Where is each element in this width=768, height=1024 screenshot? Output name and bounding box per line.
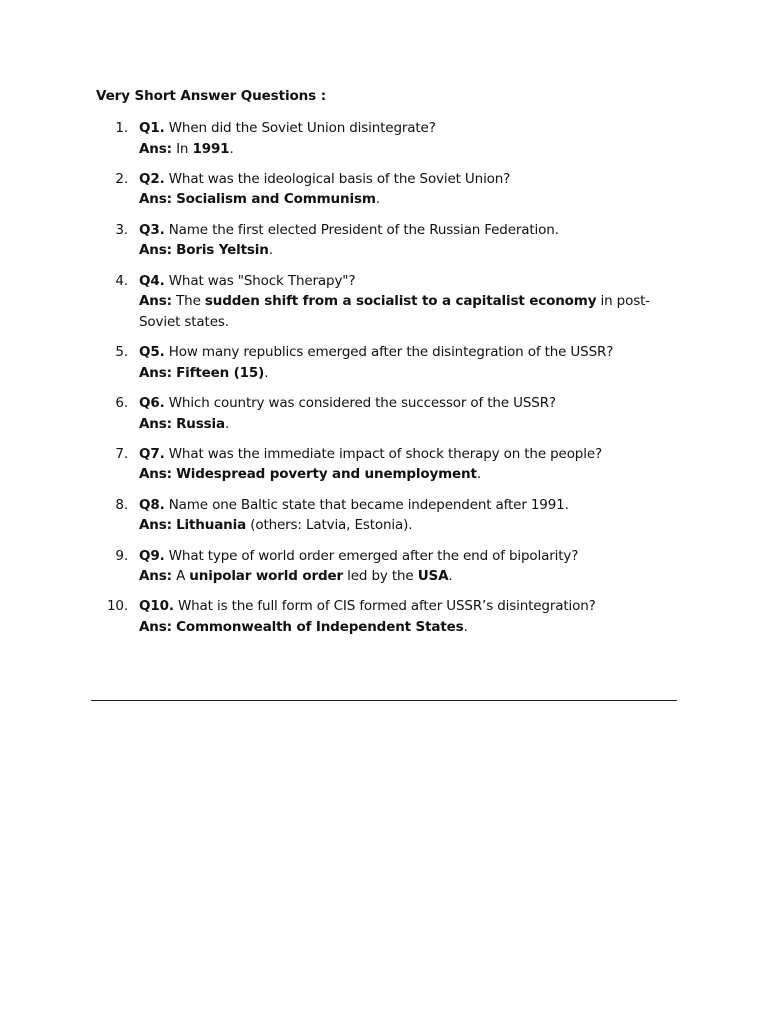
- question-list: [0, 118, 768, 647]
- answer-text-bold: unipolar world order: [189, 568, 343, 585]
- answer-line: [139, 240, 669, 261]
- answer-text: .: [463, 619, 468, 636]
- item-number: 4.: [115, 272, 128, 289]
- question-text: What was "Shock Therapy"?: [168, 272, 356, 289]
- item-number: 8.: [115, 496, 128, 513]
- question-text: Which country was considered the successor of the USSR?: [168, 394, 556, 411]
- answer-line: [139, 291, 669, 332]
- question-label: Q4.: [139, 272, 165, 289]
- qa-body: [139, 271, 669, 333]
- qa-body: [139, 220, 669, 261]
- list-item: [0, 546, 768, 587]
- question-text: What is the full form of CIS formed after USSR’s disintegration?: [177, 598, 596, 615]
- answer-text: .: [224, 415, 230, 432]
- answer-text: .: [229, 140, 234, 157]
- list-item: [0, 169, 768, 210]
- question-label: Q3.: [139, 221, 165, 238]
- question-line: [139, 393, 669, 414]
- qa-body: [139, 118, 669, 159]
- question-text: How many republics emerged after the disintegration of the USSR?: [168, 344, 614, 361]
- question-line: [139, 220, 669, 241]
- answer-label: Ans:: [139, 466, 172, 483]
- question-label: Q8.: [139, 496, 165, 513]
- list-item: [0, 495, 768, 536]
- answer-text-bold: sudden shift from a socialist to a capitalist economy: [204, 293, 597, 310]
- answer-text: .: [476, 466, 481, 483]
- item-number: 9.: [115, 547, 128, 564]
- answer-label: Ans:: [139, 191, 172, 208]
- question-text: What type of world order emerged after the end of bipolarity?: [168, 547, 579, 564]
- question-label: Q2.: [139, 170, 165, 187]
- answer-label: Ans:: [139, 517, 172, 534]
- question-text: Name one Baltic state that became independent after 1991.: [168, 496, 569, 513]
- list-item: [0, 220, 768, 261]
- answer-text-bold: 1991: [192, 140, 230, 157]
- section-heading: Very Short Answer Questions :: [96, 88, 327, 104]
- answer-label: Ans:: [139, 364, 172, 381]
- question-line: [139, 169, 669, 190]
- answer-text: .: [268, 242, 273, 259]
- item-number: 5.: [115, 344, 128, 361]
- answer-text-bold: Socialism and Communism: [176, 191, 376, 208]
- question-label: Q7.: [139, 445, 165, 462]
- answer-text: (others: Latvia, Estonia).: [246, 517, 413, 534]
- qa-body: [139, 342, 669, 383]
- answer-text-bold: Widespread poverty and unemployment: [176, 466, 477, 483]
- item-number: 3.: [115, 221, 128, 238]
- answer-label: Ans:: [139, 619, 172, 636]
- question-line: [139, 118, 669, 139]
- list-item: [0, 118, 768, 159]
- question-text: Name the first elected President of the Russian Federation.: [168, 221, 559, 238]
- answer-text: The: [176, 293, 205, 310]
- qa-body: [139, 546, 669, 587]
- qa-body: [139, 596, 669, 637]
- answer-text: .: [264, 364, 269, 381]
- qa-body: [139, 169, 669, 210]
- item-number: 2.: [115, 170, 128, 187]
- qa-body: [139, 393, 669, 434]
- question-text: What was the ideological basis of the Soviet Union?: [168, 170, 511, 187]
- list-item: [0, 444, 768, 485]
- item-number: 7.: [115, 445, 128, 462]
- answer-text: A: [176, 568, 190, 585]
- question-label: Q1.: [139, 120, 165, 136]
- answer-text-bold: Commonwealth of Independent States: [176, 619, 464, 636]
- question-text: When did the Soviet Union disintegrate?: [168, 120, 436, 136]
- question-label: Q10.: [139, 598, 174, 615]
- question-line: [139, 342, 669, 363]
- list-item: [0, 596, 768, 637]
- answer-text: in post-Soviet states.: [139, 293, 650, 330]
- answer-text-bold: Russia: [176, 415, 225, 432]
- answer-line: [139, 363, 669, 384]
- qa-body: [139, 495, 669, 536]
- question-line: [139, 495, 669, 516]
- answer-line: [139, 515, 669, 536]
- answer-text-bold: Fifteen (15): [176, 364, 265, 381]
- answer-text: .: [448, 568, 453, 585]
- answer-line: [139, 464, 669, 485]
- answer-text: In: [176, 140, 193, 157]
- item-number: 1.: [115, 120, 128, 136]
- question-line: [139, 444, 669, 465]
- answer-label: Ans:: [139, 415, 172, 432]
- answer-label: Ans:: [139, 568, 172, 585]
- answer-line: [139, 414, 669, 435]
- answer-text: led by the: [342, 568, 418, 585]
- answer-label: Ans:: [139, 140, 172, 157]
- answer-text-bold: Boris Yeltsin: [176, 242, 269, 259]
- qa-body: [139, 444, 669, 485]
- question-text: What was the immediate impact of shock therapy on the people?: [168, 445, 602, 462]
- answer-text: .: [375, 191, 380, 208]
- question-line: [139, 271, 669, 292]
- answer-line: [139, 617, 669, 638]
- question-line: [139, 596, 669, 617]
- question-label: Q5.: [139, 344, 165, 361]
- horizontal-divider: [91, 700, 677, 701]
- item-number: 6.: [115, 394, 128, 411]
- item-number: 10.: [106, 598, 128, 615]
- answer-text-bold: Lithuania: [176, 517, 247, 534]
- answer-text-bold: USA: [417, 568, 449, 585]
- answer-label: Ans:: [139, 242, 172, 259]
- list-item: [0, 393, 768, 434]
- question-line: [139, 546, 669, 567]
- answer-line: [139, 139, 669, 160]
- answer-label: Ans:: [139, 293, 172, 310]
- list-item: [0, 342, 768, 383]
- answer-line: [139, 189, 669, 210]
- list-item: [0, 271, 768, 333]
- answer-line: [139, 566, 669, 587]
- question-label: Q6.: [139, 394, 165, 411]
- question-label: Q9.: [139, 547, 165, 564]
